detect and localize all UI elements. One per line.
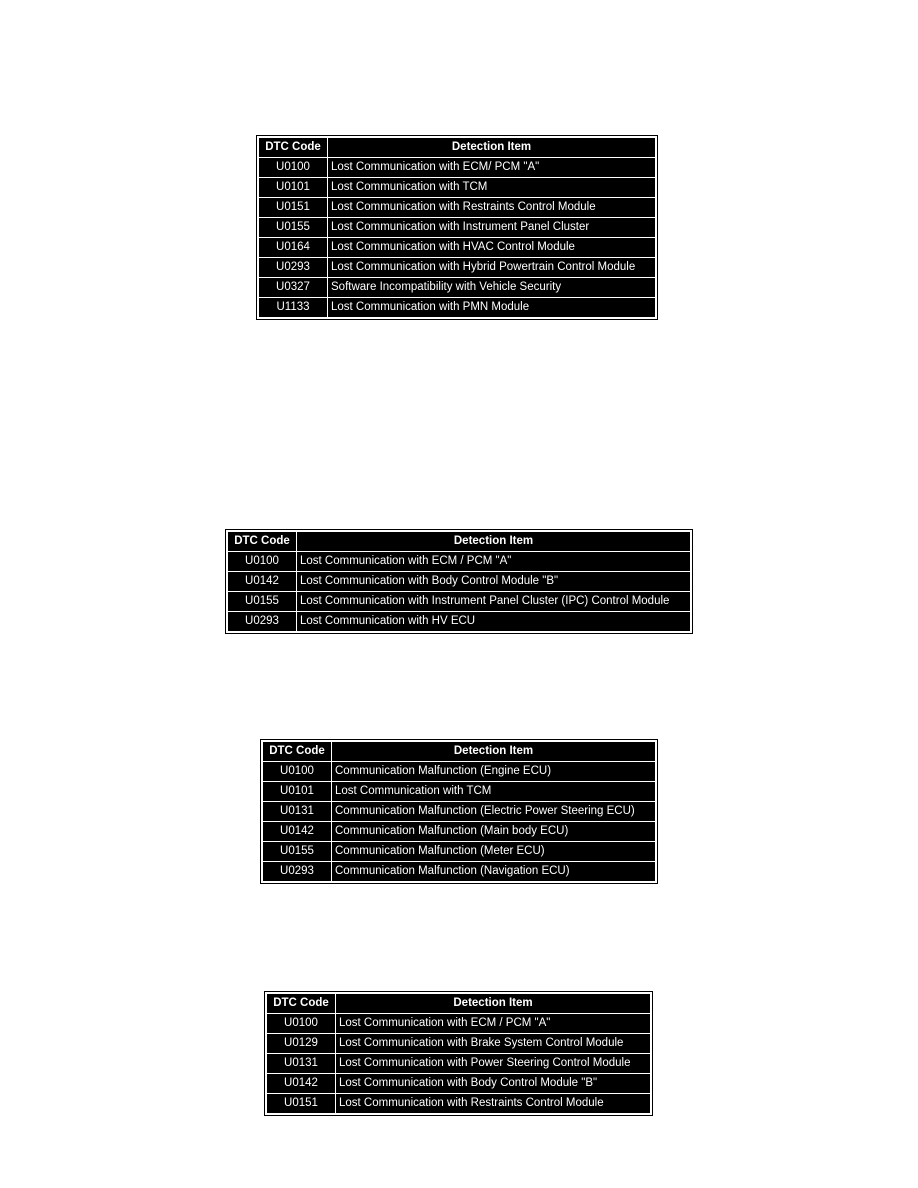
detection-item-cell: Lost Communication with Restraints Control Module [336,1094,652,1115]
dtc-code-cell: U0151 [266,1094,336,1115]
dtc-code-cell: U0164 [258,238,328,258]
dtc-code-cell: U0327 [258,278,328,298]
table-row [258,278,656,298]
table-row [258,298,656,319]
dtc-code-header: DTC Code [266,993,336,1014]
detection-item-cell: Communication Malfunction (Navigation ECU) [332,862,657,883]
detection-item-cell: Lost Communication with Restraints Control Module [328,198,657,218]
dtc-code-cell: U0100 [227,552,297,572]
dtc-code-cell: U0293 [258,258,328,278]
dtc-code-cell: U0131 [262,802,332,822]
header-row [227,531,691,552]
dtc-code-cell: U0100 [266,1014,336,1034]
table-row [258,158,656,178]
detection-item-header: Detection Item [336,993,652,1014]
detection-item-cell: Communication Malfunction (Electric Power Steering ECU) [332,802,657,822]
detection-item-header: Detection Item [297,531,692,552]
detection-item-header: Detection Item [332,741,657,762]
dtc-code-cell: U0100 [258,158,328,178]
table-row [262,842,656,862]
header-row [258,137,656,158]
table-row [227,592,691,612]
detection-item-cell: Lost Communication with TCM [332,782,657,802]
dtc-code-cell: U0151 [258,198,328,218]
dtc-code-cell: U0155 [258,218,328,238]
dtc-code-cell: U0101 [262,782,332,802]
detection-item-cell: Communication Malfunction (Main body ECU) [332,822,657,842]
detection-item-cell: Software Incompatibility with Vehicle Security [328,278,657,298]
table-row [258,198,656,218]
detection-item-cell: Lost Communication with TCM [328,178,657,198]
table-row [258,258,656,278]
detection-item-cell: Lost Communication with Body Control Module "B" [336,1074,652,1094]
table-row [262,762,656,782]
detection-item-header: Detection Item [328,137,657,158]
detection-item-cell: Lost Communication with Body Control Module "B" [297,572,692,592]
table-row [266,1094,651,1115]
table-row [266,1074,651,1094]
table-row [266,1054,651,1074]
dtc-code-header: DTC Code [262,741,332,762]
table-row [227,572,691,592]
detection-item-cell: Lost Communication with HVAC Control Module [328,238,657,258]
table-row [262,802,656,822]
detection-item-cell: Communication Malfunction (Meter ECU) [332,842,657,862]
dtc-code-cell: U0100 [262,762,332,782]
detection-item-cell: Lost Communication with Brake System Control Module [336,1034,652,1054]
table-row [262,822,656,842]
table-row [258,178,656,198]
table-row [266,1034,651,1054]
dtc-code-header: DTC Code [227,531,297,552]
detection-item-cell: Lost Communication with ECM / PCM "A" [297,552,692,572]
detection-item-cell: Lost Communication with HV ECU [297,612,692,633]
dtc-code-cell: U0293 [227,612,297,633]
dtc-code-cell: U0155 [227,592,297,612]
dtc-code-cell: U0142 [266,1074,336,1094]
table-row [258,218,656,238]
detection-item-cell: Lost Communication with Power Steering Control Module [336,1054,652,1074]
header-row [262,741,656,762]
detection-item-cell: Communication Malfunction (Engine ECU) [332,762,657,782]
dtc-table-4 [265,992,652,1115]
detection-item-cell: Lost Communication with Instrument Panel Cluster (IPC) Control Module [297,592,692,612]
table-row [262,782,656,802]
table-row [266,1014,651,1034]
dtc-table-1 [257,136,657,319]
table-row [227,552,691,572]
dtc-code-cell: U0293 [262,862,332,883]
detection-item-cell: Lost Communication with PMN Module [328,298,657,319]
dtc-code-cell: U0131 [266,1054,336,1074]
table-row [227,612,691,633]
header-row [266,993,651,1014]
detection-item-cell: Lost Communication with ECM/ PCM "A" [328,158,657,178]
detection-item-cell: Lost Communication with Instrument Panel Cluster [328,218,657,238]
table-row [258,238,656,258]
table-row [262,862,656,883]
dtc-code-header: DTC Code [258,137,328,158]
dtc-table-3 [261,740,657,883]
dtc-code-cell: U0155 [262,842,332,862]
detection-item-cell: Lost Communication with Hybrid Powertrain Control Module [328,258,657,278]
detection-item-cell: Lost Communication with ECM / PCM "A" [336,1014,652,1034]
dtc-table-2 [226,530,692,633]
dtc-code-cell: U1133 [258,298,328,319]
dtc-code-cell: U0142 [227,572,297,592]
dtc-code-cell: U0129 [266,1034,336,1054]
dtc-code-cell: U0101 [258,178,328,198]
dtc-code-cell: U0142 [262,822,332,842]
